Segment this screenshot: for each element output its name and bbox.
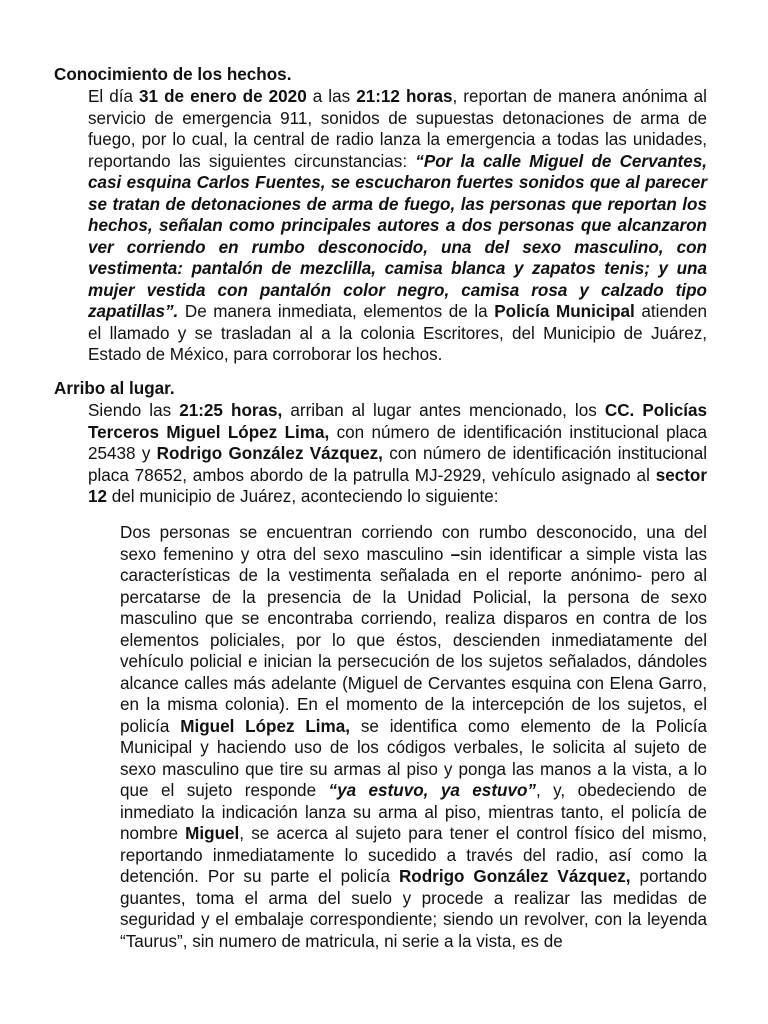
arrival-officer-2: Rodrigo González Vázquez, bbox=[156, 444, 383, 463]
arrival-text-4: con número de identificación institucional placa 78652, ambos abordo de la patrulla MJ-2929, vehículo asignado al bbox=[88, 444, 708, 485]
arrival-text-2: arriban al lugar antes mencionado, los bbox=[282, 401, 605, 420]
arrival-text-3: con número de identificación institucional placa 25438 y bbox=[88, 422, 707, 463]
arrival-text-5: del municipio de Juárez, aconteciendo lo siguiente: bbox=[107, 487, 499, 506]
facts-text-3: , reportan de manera anónima al servicio de emergencia 911, sonidos de supuestas detonaciones de arma de fuego, por lo cual, la central de radio lanza la emergencia a todas las unidades, reportando las siguientes circunstancias: bbox=[88, 87, 707, 171]
events-text-5: , se acerca al sujeto para tener el control físico del mismo, reportando inmediatamente lo sucedido a través del radio, así como la detención. Por su parte el policía bbox=[120, 824, 707, 886]
facts-text-1: El día bbox=[88, 87, 140, 106]
facts-police-municipal: Policía Municipal bbox=[494, 302, 635, 321]
events-text-6: portando guantes, toma el arma del suelo y procede a realizar las medidas de seguridad y el embalaje correspondiente; siendo un revolver, con la leyenda “Taurus”, sin numero de matricula, ni serie a la vista, es de bbox=[120, 867, 708, 951]
events-text-1: Dos personas se encuentran corriendo con rumbo desconocido, una del sexo femenino y otra del sexo masculino bbox=[120, 523, 707, 564]
events-paragraph bbox=[120, 522, 707, 952]
arrival-paragraph bbox=[88, 400, 707, 508]
arrival-time: 21:25 horas, bbox=[179, 401, 283, 420]
section-heading-facts: Conocimiento de los hechos. bbox=[54, 65, 292, 84]
events-text-3: se identifica como elemento de la Policía Municipal y haciendo uso de los códigos verbales, le solicita al sujeto de sexo masculino que tire su armas al piso y ponga las manos a la vista, a lo que el sujeto responde bbox=[120, 716, 707, 800]
arrival-officer-1: CC. Policías Terceros Miguel López Lima, bbox=[88, 401, 707, 442]
events-text-2: sin identificar a simple vista las características de la vestimenta señalada en el reporte anónimo- pero al percatarse de la presencia de la Unidad Policial, la persona de sexo masculino que se encontraba corriendo, realiza disparos en contra de los elementos policiales, por lo que éstos, descienden inmediatamente del vehículo policial e inician la persecución de los sujetos señalados, dándoles alcance calles más adelante (Miguel de Cervantes esquina con Elena Garro, en la misma colonia). En el momento de la intercepción de los sujetos, el policía bbox=[120, 544, 708, 736]
facts-paragraph bbox=[88, 86, 707, 366]
facts-text-5: atienden el llamado y se trasladan al a la colonia Escritores, del Municipio de Juárez, Estado de México, para corroborar los hechos. bbox=[88, 302, 707, 364]
section-heading-arrival: Arribo al lugar. bbox=[54, 379, 175, 398]
events-text-4: , y, obedeciendo de inmediato la indicación lanza su arma al piso, mientras tanto, el policía de nombre bbox=[120, 781, 708, 843]
events-officer-1: Miguel López Lima, bbox=[180, 716, 351, 736]
events-officer-name: Miguel bbox=[185, 824, 240, 843]
events-quote: “ya estuvo, ya estuvo” bbox=[328, 781, 536, 800]
events-officer-2: Rodrigo González Vázquez, bbox=[398, 867, 631, 886]
facts-text-4: De manera inmediata, elementos de la bbox=[178, 302, 495, 321]
facts-time: 21:12 horas bbox=[356, 87, 453, 106]
events-dash: – bbox=[450, 544, 461, 564]
arrival-sector: sector 12 bbox=[88, 465, 707, 506]
facts-quote: “Por la calle Miguel de Cervantes, casi esquina Carlos Fuentes, se escucharon fuertes sonidos que al parecer se tratan de detonaciones de arma de fuego, las personas que reportan los hechos, señalan como principales autores a dos personas que alcanzaron ver corriendo en rumbo desconocido, una del sexo masculino, con vestimenta: pantalón de mezclilla, camisa blanca y zapatos tenis; y una mujer vestida con pantalón color negro, camisa rosa y calzado tipo zapatillas”. bbox=[88, 151, 707, 321]
arrival-text-1: Siendo las bbox=[88, 401, 180, 420]
facts-date: 31 de enero de 2020 bbox=[139, 87, 307, 106]
facts-text-2: a las bbox=[306, 87, 357, 106]
